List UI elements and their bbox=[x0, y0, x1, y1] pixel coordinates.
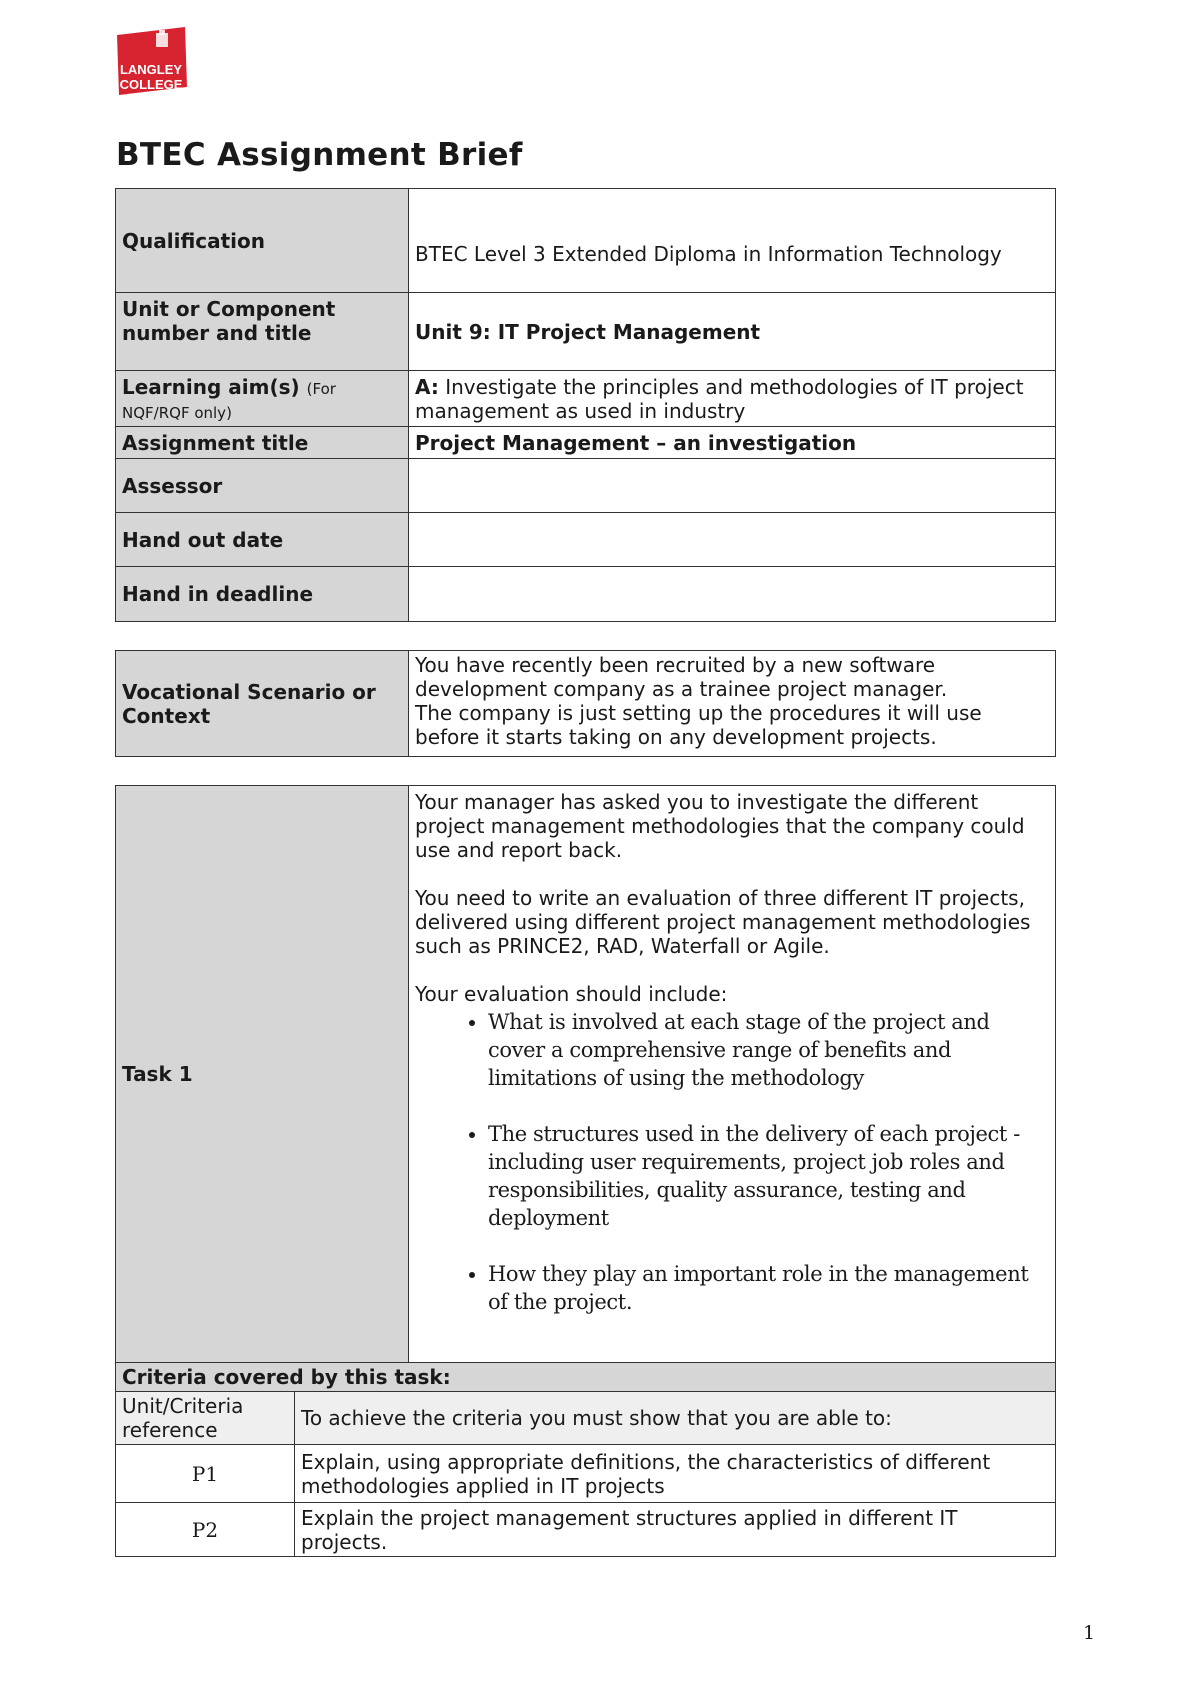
criteria-heading: Criteria covered by this task: bbox=[116, 1363, 1056, 1392]
logo-text-line1: LANGLEY bbox=[119, 62, 183, 77]
criteria-ref: P1 bbox=[116, 1445, 295, 1503]
criteria-ref-header: Unit/Criteria reference bbox=[116, 1392, 295, 1445]
qualification-label: Qualification bbox=[116, 189, 409, 293]
college-logo bbox=[115, 27, 189, 98]
table-row bbox=[116, 427, 1056, 459]
unit-value: Unit 9: IT Project Management bbox=[409, 293, 1056, 371]
learning-aim-label-text: Learning aim(s) bbox=[122, 374, 300, 399]
table-row bbox=[116, 513, 1056, 567]
details-table bbox=[115, 188, 1056, 622]
table-row bbox=[116, 189, 1056, 293]
table-row bbox=[116, 371, 1056, 427]
scenario-value bbox=[409, 651, 1056, 757]
page-number: 1 bbox=[1083, 1622, 1096, 1644]
learning-aim-label bbox=[116, 371, 409, 427]
table-row bbox=[116, 1363, 1056, 1392]
table-row bbox=[116, 786, 1056, 1363]
task-paragraph-2: You need to write an evaluation of three different IT projects, delivered using different project management methodologies such as PRINCE2, RAD, Waterfall or Agile. bbox=[415, 886, 1031, 958]
learning-aim-prefix: A: bbox=[415, 374, 439, 399]
task-label: Task 1 bbox=[116, 786, 409, 1363]
learning-aim-value bbox=[409, 371, 1056, 427]
assignment-title-label: Assignment title bbox=[116, 427, 409, 459]
assessor-value bbox=[409, 459, 1056, 513]
hand-in-deadline-label: Hand in deadline bbox=[116, 567, 409, 622]
qualification-value: BTEC Level 3 Extended Diploma in Information Technology bbox=[409, 189, 1056, 293]
criteria-ref: P2 bbox=[116, 1503, 295, 1557]
hand-out-date-label: Hand out date bbox=[116, 513, 409, 567]
learning-aim-text: Investigate the principles and methodologies of IT project management as used in industry bbox=[415, 374, 1024, 423]
unit-label: Unit or Component number and title bbox=[116, 293, 409, 371]
table-row bbox=[116, 1445, 1056, 1503]
hand-out-date-value bbox=[409, 513, 1056, 567]
list-item: • What is involved at each stage of the project and cover a comprehensive range of benefits and limitations of using the methodology bbox=[488, 1008, 1049, 1092]
table-row bbox=[116, 1503, 1056, 1557]
page-title: BTEC Assignment Brief bbox=[116, 137, 523, 173]
task-description bbox=[409, 786, 1056, 1363]
logo-text-line2: COLLEGE bbox=[119, 77, 183, 92]
table-row bbox=[116, 459, 1056, 513]
scenario-text-1: You have recently been recruited by a new software development company as a trainee project manager. bbox=[415, 653, 948, 701]
table-row bbox=[116, 293, 1056, 371]
table-row bbox=[116, 651, 1056, 757]
hand-in-deadline-value bbox=[409, 567, 1056, 622]
scenario-text-2: The company is just setting up the procedures it will use before it starts taking on any development projects. bbox=[415, 701, 982, 749]
table-row bbox=[116, 567, 1056, 622]
criteria-desc: Explain the project management structures applied in different IT projects. bbox=[295, 1503, 1056, 1557]
table-row bbox=[116, 1392, 1056, 1445]
task-paragraph-1: Your manager has asked you to investigate the different project management methodologies that the company could use and report back. bbox=[415, 790, 1025, 862]
task-intro: Your evaluation should include: bbox=[415, 982, 728, 1006]
criteria-desc: Explain, using appropriate definitions, the characteristics of different methodologies applied in IT projects bbox=[295, 1445, 1056, 1503]
learning-aim-note: (For NQF/RQF only) bbox=[122, 379, 336, 422]
task-table bbox=[115, 785, 1056, 1557]
scenario-label: Vocational Scenario or Context bbox=[116, 651, 409, 757]
assignment-title-value: Project Management – an investigation bbox=[409, 427, 1056, 459]
assessor-label: Assessor bbox=[116, 459, 409, 513]
list-item: • The structures used in the delivery of each project - including user requirements, project job roles and responsibilities, quality assurance, testing and deployment bbox=[488, 1120, 1049, 1232]
criteria-desc-header: To achieve the criteria you must show that you are able to: bbox=[295, 1392, 1056, 1445]
scenario-table bbox=[115, 650, 1056, 757]
list-item: • How they play an important role in the management of the project. bbox=[488, 1260, 1049, 1316]
task-bullet-list bbox=[415, 1008, 1049, 1316]
